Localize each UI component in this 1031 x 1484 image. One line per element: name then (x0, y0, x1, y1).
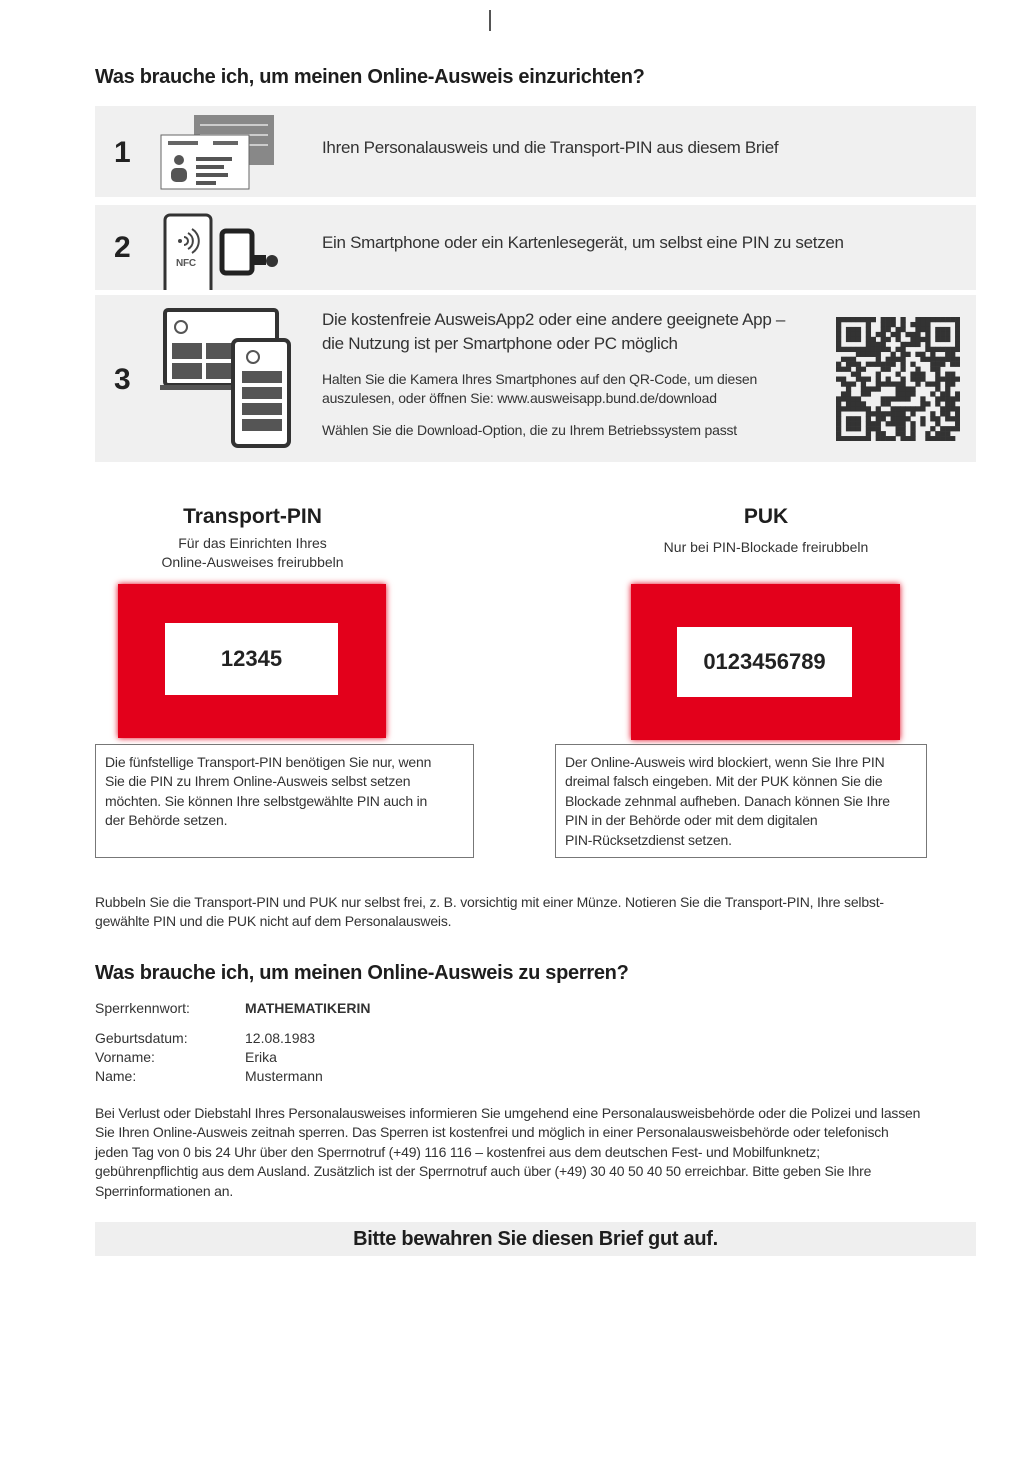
info-line: gebührenpflichtig aus dem Ausland. Zusätzlich ist der Sperrnotruf auch über (+49) 30 40 50 40 50 erreichbar. Bitte geben Sie Ihre (95, 1163, 872, 1180)
info-line: Blockade zehnmal aufheben. Danach können Sie Ihre (565, 792, 890, 809)
lock-heading: Was brauche ich, um meinen Online-Ausweis zu sperren? (95, 962, 629, 984)
rubbel-note (95, 893, 884, 932)
note-line: Rubbeln Sie die Transport-PIN und PUK nur selbst frei, z. B. vorsichtig mit einer Münze. Notieren Sie die Transport-PIN, Ihre selbst- (95, 894, 884, 910)
note-line: gewählte PIN und die PUK nicht auf dem Personalausweis. (95, 913, 452, 930)
field-label: Sperrkennwort: (95, 1000, 190, 1016)
field-sperrkennwort (95, 1000, 371, 1016)
info-line: Sie Ihren Online-Ausweis zeitnah sperren. Das Sperren ist kostenfrei und möglich in einer Personalausweisbehörde oder telefonisch (95, 1124, 889, 1141)
field-value: Mustermann (245, 1068, 323, 1084)
field-geburtsdatum (95, 1030, 316, 1046)
step-text: Ein Smartphone oder ein Kartenlesegerät, um selbst eine PIN zu setzen (322, 233, 844, 252)
step-number: 3 (114, 363, 131, 396)
info-line: Die fünfstellige Transport-PIN benötigen Sie nur, wenn (105, 754, 432, 770)
field-value: Erika (245, 1049, 277, 1065)
setup-heading: Was brauche ich, um meinen Online-Ausweis einzurichten? (95, 66, 645, 88)
qr-hint: Halten Sie die Kamera Ihres Smartphones auf den QR-Code, um diesen (322, 371, 758, 387)
field-value: MATHEMATIKERIN (245, 1000, 371, 1016)
info-line: Bei Verlust oder Diebstahl Ihres Personalausweises informieren Sie umgehend eine Personalausweisbehörde oder die Polizei und lassen (95, 1105, 921, 1121)
step-text: Ihren Personalausweis und die Transport-PIN aus diesem Brief (322, 138, 779, 157)
fold-mark (489, 10, 491, 31)
field-label: Geburtsdatum: (95, 1030, 188, 1046)
subtitle-line: Online-Ausweises freirubbeln (161, 554, 344, 570)
info-line: der Behörde setzen. (105, 812, 228, 829)
step-text-line1: Die kostenfreie AusweisApp2 oder eine andere geeignete App – (322, 310, 786, 329)
qr-code[interactable] (836, 317, 960, 441)
puk-scratch-field (631, 584, 900, 740)
transport-pin-scratch-field (118, 584, 386, 738)
info-line: Sperrinformationen an. (95, 1182, 234, 1199)
nfc-smartphone-reader-icon (162, 213, 287, 290)
info-line: möchten. Sie können Ihre selbstgewählte PIN auch in (105, 792, 428, 809)
keep-letter-banner: Bitte bewahren Sie diesen Brief gut auf. (95, 1222, 976, 1256)
field-label: Vorname: (95, 1049, 155, 1065)
transport-pin-value: 12345 (165, 623, 338, 695)
id-card-icon (158, 113, 278, 191)
step-number: 2 (114, 231, 131, 264)
transport-pin-subtitle (130, 534, 375, 572)
lock-info (95, 1104, 920, 1201)
field-name (95, 1068, 323, 1084)
pc-smartphone-app-icon (160, 307, 295, 449)
nfc-label: NFC (176, 258, 196, 269)
step-number: 1 (114, 136, 131, 169)
field-vorname (95, 1049, 277, 1065)
puk-title: PUK (743, 505, 789, 528)
puk-info (555, 744, 927, 858)
info-line: Sie die PIN zu Ihrem Online-Ausweis selbst setzen (105, 773, 411, 790)
step-text-line2: die Nutzung ist per Smartphone oder PC möglich (322, 334, 678, 353)
download-hint: Wählen Sie die Download-Option, die zu Ihrem Betriebssystem passt (322, 422, 737, 438)
subtitle-line: Für das Einrichten Ihres (178, 535, 327, 551)
info-line: dreimal falsch eingeben. Mit der PUK können Sie die (565, 773, 883, 790)
qr-hint-link-line (322, 390, 717, 406)
info-line: PIN-Rücksetzdienst setzen. (565, 831, 732, 848)
transport-pin-info (95, 744, 474, 858)
download-link[interactable]: www.ausweisapp.bund.de/download (497, 390, 717, 406)
info-line: jeden Tag von 0 bis 24 Uhr über den Sperrnotruf (+49) 116 116 – kostenfrei aus dem deutschen Fest- und Mobilfunknetz; (95, 1143, 820, 1160)
field-value: 12.08.1983 (245, 1030, 316, 1046)
field-label: Name: (95, 1068, 137, 1084)
qr-hint-2: auszulesen, oder öffnen Sie: (322, 390, 498, 406)
info-line: PIN in der Behörde oder mit dem digitalen (565, 812, 818, 829)
puk-value: 0123456789 (677, 627, 852, 697)
puk-subtitle: Nur bei PIN-Blockade freirubbeln (663, 539, 869, 555)
transport-pin-title: Transport-PIN (183, 505, 322, 528)
info-line: Der Online-Ausweis wird blockiert, wenn Sie Ihre PIN (565, 754, 885, 770)
